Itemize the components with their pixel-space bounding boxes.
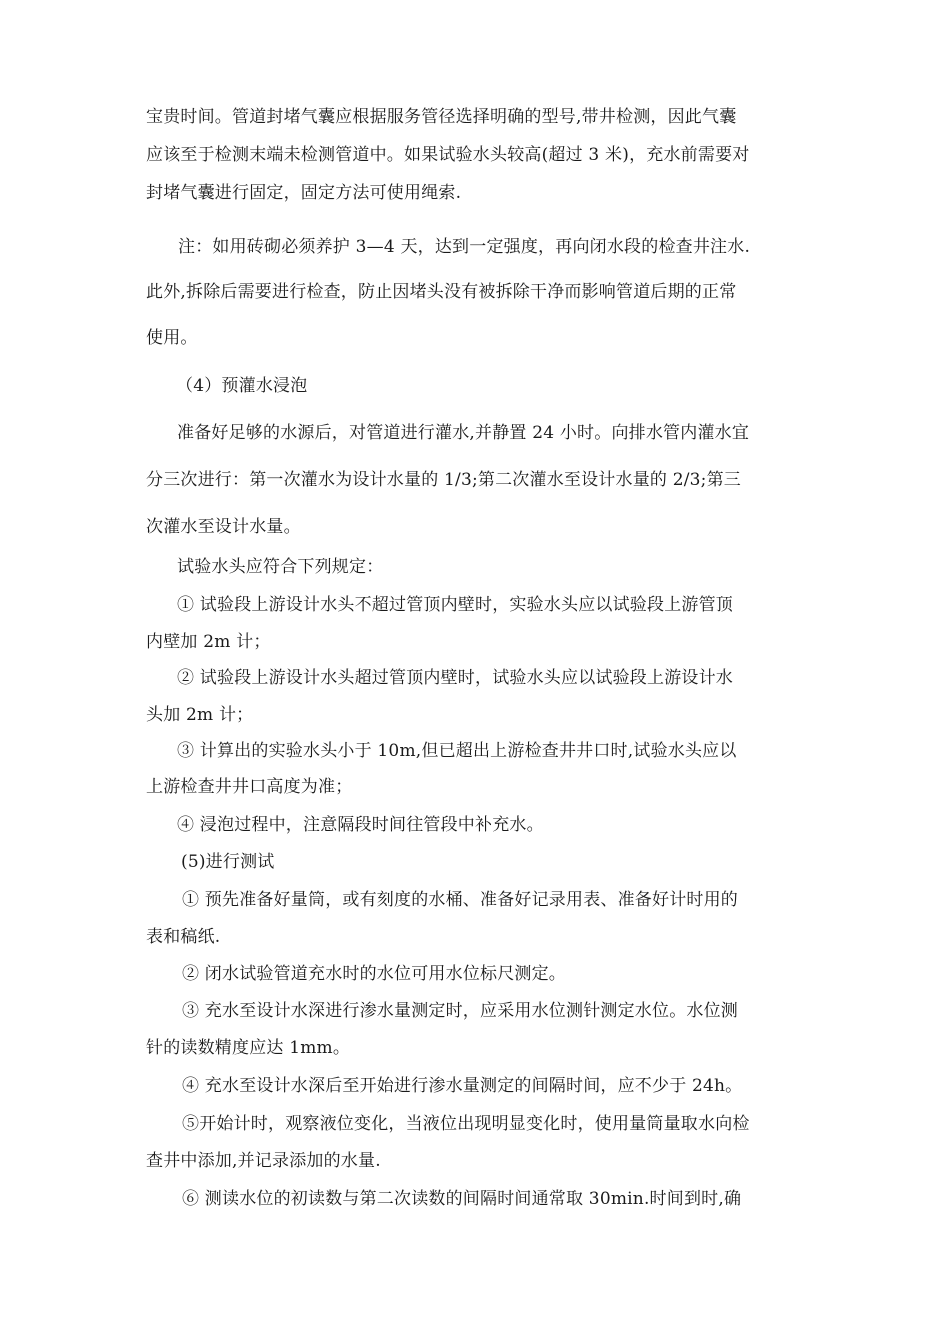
list-item: ④ 浸泡过程中，注意隔段时间往管段中补充水。 — [177, 815, 544, 835]
text-line: 准备好足够的水源后，对管道进行灌水,并静置 24 小时。向排水管内灌水宜 — [177, 423, 750, 443]
list-item: ⑤开始计时，观察液位变化，当液位出现明显变化时，使用量筒量取水向检 — [182, 1114, 750, 1134]
list-item: ① 试验段上游设计水头不超过管顶内壁时，实验水头应以试验段上游管顶 — [177, 595, 734, 615]
text-line: 此外,拆除后需要进行检查，防止因堵头没有被拆除干净而影响管道后期的正常 — [146, 282, 737, 302]
list-item: ② 闭水试验管道充水时的水位可用水位标尺测定。 — [182, 964, 567, 984]
text-line: 分三次进行：第一次灌水为设计水量的 1/3;第二次灌水至设计水量的 2/3;第三 — [146, 470, 741, 490]
list-item: ④ 充水至设计水深后至开始进行渗水量测定的间隔时间，应不少于 24h。 — [182, 1076, 743, 1096]
list-item: ③ 计算出的实验水头小于 10m,但已超出上游检查井井口时,试验水头应以 — [177, 741, 737, 761]
list-item: ② 试验段上游设计水头超过管顶内壁时，试验水头应以试验段上游设计水 — [177, 668, 734, 688]
text-line: 宝贵时间。管道封堵气囊应根据服务管径选择明确的型号,带井检测，因此气囊 — [146, 107, 737, 127]
text-line: 表和稿纸. — [146, 927, 221, 947]
text-line: 封堵气囊进行固定，固定方法可使用绳索. — [146, 183, 462, 203]
text-line: 使用。 — [146, 328, 198, 348]
text-line: 内壁加 2m 计； — [146, 632, 271, 652]
text-line: 针的读数精度应达 1mm。 — [146, 1038, 351, 1058]
section-heading: (5)进行测试 — [181, 852, 275, 872]
list-item: ① 预先准备好量筒，或有刻度的水桶、准备好记录用表、准备好计时用的 — [182, 890, 739, 910]
text-line: 应该至于检测末端未检测管道中。如果试验水头较高(超过 3 米)，充水前需要对 — [146, 145, 750, 165]
text-line: 注：如用砖砌必须养护 3—4 天，达到一定强度，再向闭水段的检查井注水. — [178, 237, 751, 257]
text-line: 上游检查井井口高度为准； — [146, 777, 353, 797]
list-item: ⑥ 测读水位的初读数与第二次读数的间隔时间通常取 30min.时间到时,确 — [182, 1189, 742, 1209]
section-heading: （4）预灌水浸泡 — [176, 376, 308, 396]
list-item: ③ 充水至设计水深进行渗水量测定时，应采用水位测针测定水位。水位测 — [182, 1001, 739, 1021]
text-line: 头加 2m 计； — [146, 705, 254, 725]
text-line: 次灌水至设计水量。 — [146, 517, 301, 537]
text-line: 试验水头应符合下列规定： — [177, 557, 384, 577]
text-line: 查井中添加,并记录添加的水量. — [146, 1151, 381, 1171]
